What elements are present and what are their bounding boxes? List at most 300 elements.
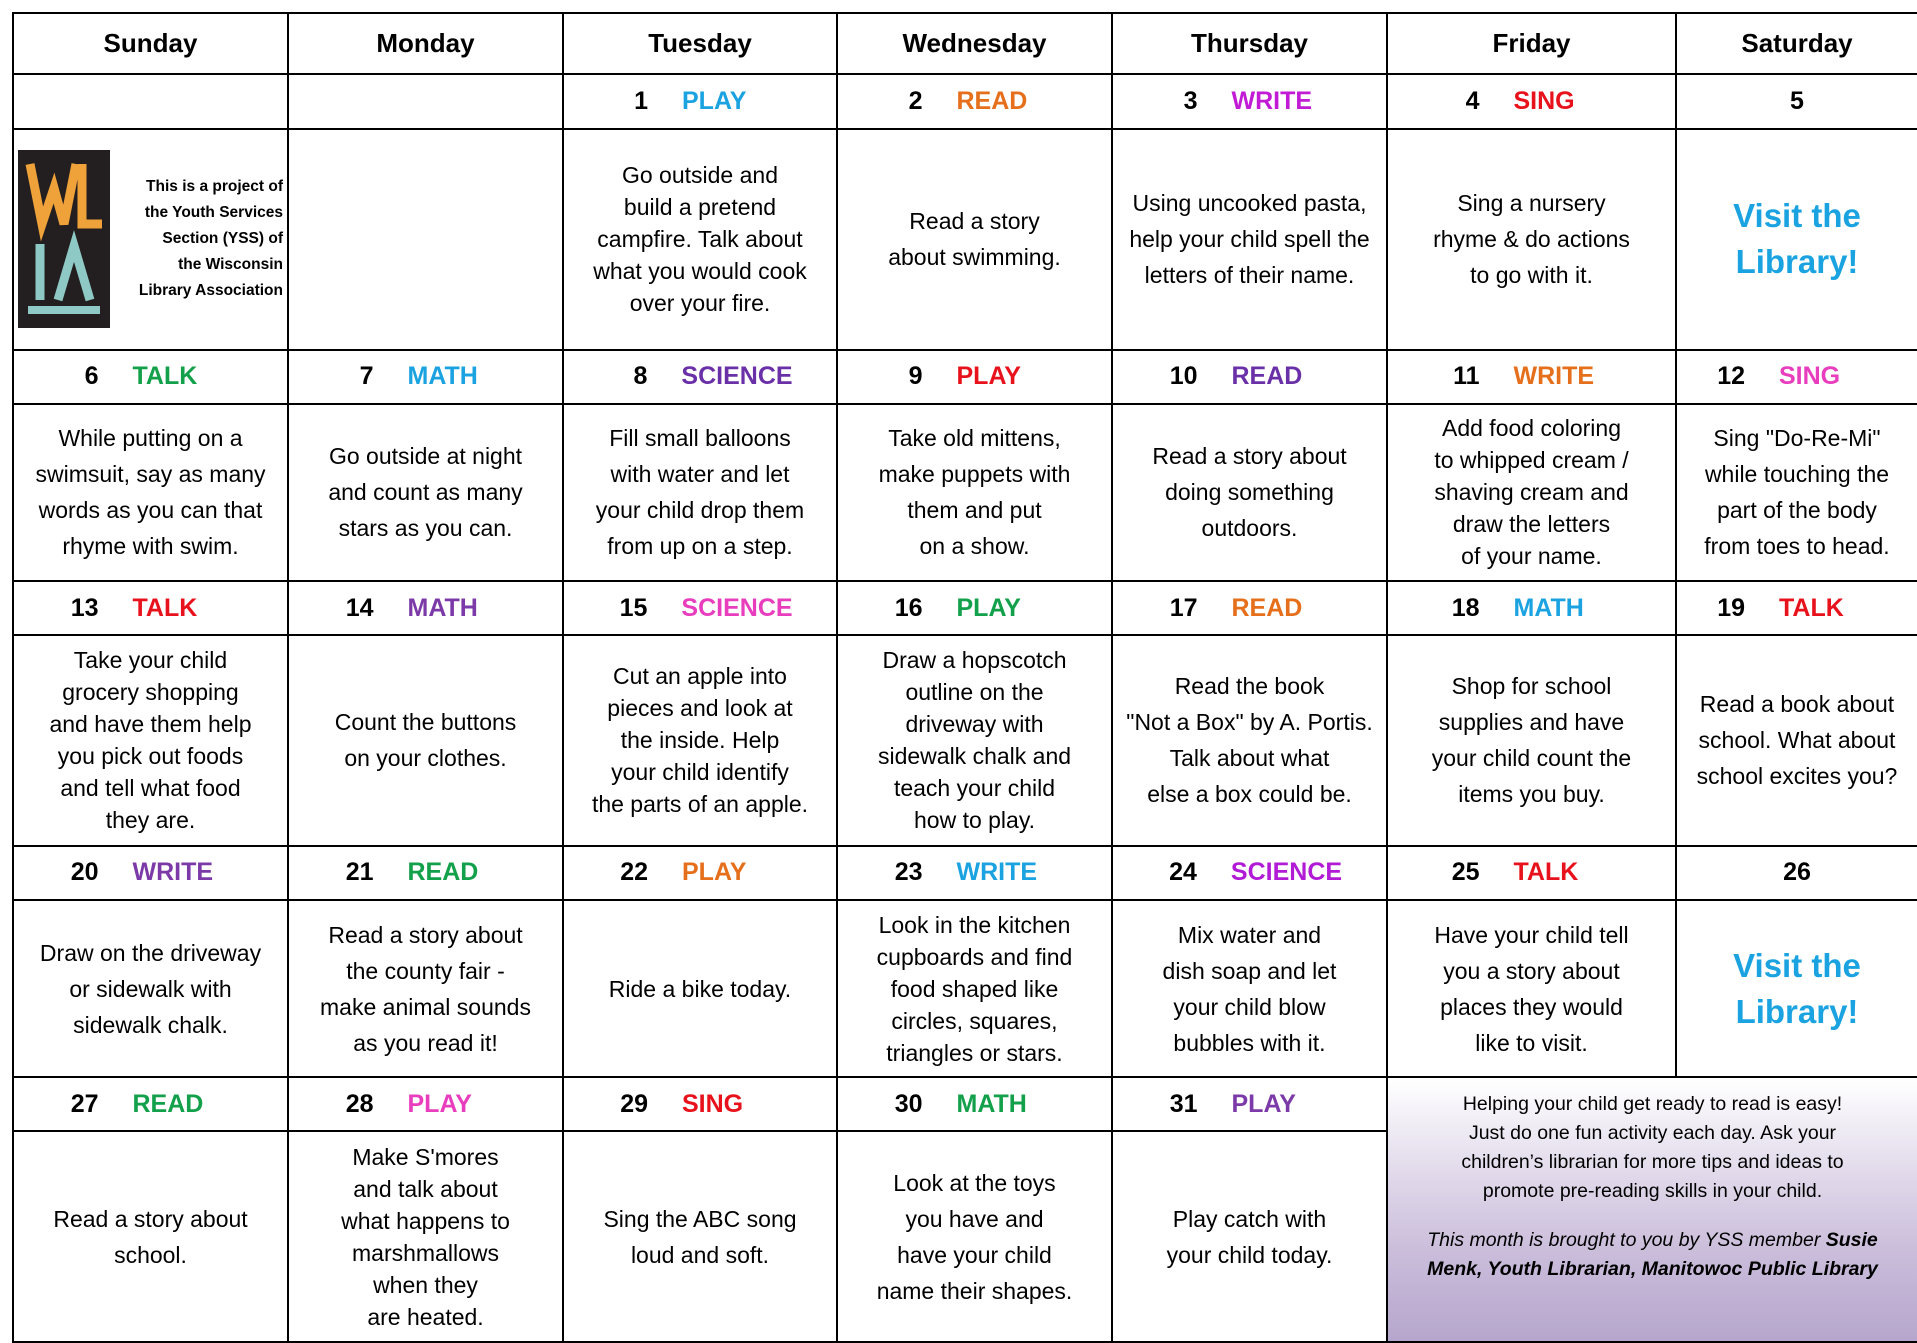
- activity-line: your child blow: [1173, 993, 1326, 1020]
- activity-line: your child today.: [1166, 1241, 1333, 1268]
- date-cell-30: [837, 1077, 1112, 1131]
- activity-line: else a box could be.: [1147, 781, 1352, 808]
- activity-line: from toes to head.: [1704, 533, 1890, 560]
- activity-cell-28: [288, 1131, 563, 1342]
- week-2-date-row: [13, 350, 1917, 404]
- date-cell-28: [288, 1077, 563, 1131]
- visit-line: Visit the: [1733, 197, 1861, 235]
- logo-caption-line: the Wisconsin: [178, 256, 283, 274]
- activity-text: [564, 155, 836, 323]
- visit-library-text: [1677, 193, 1917, 285]
- day-number: 8: [633, 362, 648, 391]
- activity-cell-9: [837, 404, 1112, 581]
- weekday-header-monday: Monday: [288, 13, 563, 74]
- activity-text: [1388, 913, 1675, 1065]
- promo-line: children’s librarian for more tips and ideas to: [1461, 1151, 1844, 1174]
- week-3-date-row: [13, 581, 1917, 635]
- activity-line: your child identify: [611, 759, 789, 786]
- logo-caption: [110, 174, 287, 304]
- activity-line: make animal sounds: [320, 993, 531, 1020]
- activity-cell-19: [1676, 635, 1917, 846]
- day-number: 31: [1169, 1089, 1198, 1118]
- activity-category: WRITE: [132, 858, 214, 887]
- date-cell-29: [563, 1077, 837, 1131]
- activity-line: over your fire.: [629, 290, 771, 317]
- date-cell-5: [1676, 74, 1917, 128]
- date-cell-6: [13, 350, 288, 404]
- activity-text: [289, 1137, 562, 1337]
- activity-line: Read a book about: [1699, 691, 1895, 718]
- activity-line: your child count the: [1431, 745, 1632, 772]
- empty-date-cell: [13, 74, 288, 128]
- activity-category: MATH: [407, 593, 478, 622]
- activity-cell-29: [563, 1131, 837, 1342]
- activity-line: Look in the kitchen: [878, 911, 1071, 938]
- activity-text: [14, 640, 287, 840]
- activity-text: [289, 434, 562, 550]
- logo-caption-line: Section (YSS) of: [162, 230, 283, 248]
- activity-line: Draw a hopscotch: [882, 647, 1067, 674]
- activity-category: TALK: [1513, 858, 1579, 887]
- activity-category: WRITE: [956, 858, 1038, 887]
- credit-prefix: This month is brought to you by YSS member: [1427, 1229, 1826, 1252]
- activity-line: while touching the: [1704, 461, 1890, 488]
- day-number: 30: [894, 1089, 923, 1118]
- activity-line: them and put: [907, 497, 1042, 524]
- activity-line: and count as many: [328, 479, 523, 506]
- activity-line: doing something: [1165, 479, 1334, 506]
- weekday-header-friday: Friday: [1387, 13, 1676, 74]
- activity-line: they are.: [105, 807, 196, 834]
- activity-text: [1113, 1197, 1386, 1277]
- activity-line: outdoors.: [1201, 515, 1298, 542]
- activity-text: [838, 905, 1111, 1073]
- activity-line: Count the buttons: [334, 709, 517, 736]
- activity-line: Have your child tell: [1434, 921, 1629, 948]
- activity-category: MATH: [956, 1089, 1027, 1118]
- day-number: 27: [70, 1089, 99, 1118]
- activity-line: to whipped cream /: [1434, 447, 1629, 474]
- activity-category: SING: [1513, 87, 1575, 116]
- activity-line: letters of their name.: [1144, 262, 1355, 289]
- activity-line: Mix water and: [1177, 921, 1322, 948]
- date-cell-16: [837, 581, 1112, 635]
- activity-cell-26: [1676, 900, 1917, 1077]
- activity-line: Take old mittens,: [888, 425, 1061, 452]
- activity-line: about swimming.: [888, 244, 1061, 271]
- weekday-header-row: [13, 13, 1917, 74]
- credit-title: Menk, Youth Librarian, Manitowoc Public Library: [1427, 1258, 1878, 1281]
- activity-line: food shaped like: [890, 975, 1059, 1002]
- day-number: 29: [620, 1089, 648, 1118]
- activity-category: PLAY: [1231, 1089, 1296, 1118]
- week-1-date-row: [13, 74, 1917, 128]
- weekday-header-tuesday: Tuesday: [563, 13, 837, 74]
- activity-line: swimsuit, say as many: [35, 461, 266, 488]
- activity-line: the parts of an apple.: [591, 791, 809, 818]
- activity-line: your child drop them: [595, 497, 805, 524]
- day-number: 3: [1183, 87, 1198, 116]
- activity-line: stars as you can.: [338, 515, 513, 542]
- day-number: 7: [359, 362, 374, 391]
- day-number: 25: [1451, 858, 1480, 887]
- activity-line: supplies and have: [1438, 709, 1625, 736]
- activity-line: what you would cook: [593, 258, 807, 285]
- day-number: 9: [908, 362, 923, 391]
- date-cell-15: [563, 581, 837, 635]
- day-number: 18: [1451, 593, 1480, 622]
- activity-line: have your child: [897, 1241, 1052, 1268]
- week-1-activity-row: [13, 129, 1917, 350]
- activity-line: you have and: [905, 1205, 1044, 1232]
- date-cell-24: [1112, 846, 1387, 900]
- activity-cell-23: [837, 900, 1112, 1077]
- activity-cell-4: [1387, 129, 1676, 350]
- activity-line: Add food coloring: [1441, 415, 1621, 442]
- date-cell-2: [837, 74, 1112, 128]
- visit-line: Library!: [1735, 992, 1859, 1030]
- date-cell-21: [288, 846, 563, 900]
- activity-cell-13: [13, 635, 288, 846]
- wla-logo: [18, 150, 110, 328]
- activity-line: triangles or stars.: [886, 1039, 1063, 1066]
- day-number: 5: [1790, 87, 1804, 116]
- activity-line: of your name.: [1461, 543, 1602, 570]
- day-number: 2: [908, 87, 923, 116]
- activity-line: items you buy.: [1458, 781, 1605, 808]
- activity-line: Sing "Do-Re-Mi": [1713, 425, 1881, 452]
- activity-line: how to play.: [913, 807, 1036, 834]
- day-number: 13: [70, 593, 99, 622]
- weekday-header-thursday: Thursday: [1112, 13, 1387, 74]
- activity-cell-14: [288, 635, 563, 846]
- day-number: 1: [634, 87, 648, 116]
- activity-category: SING: [682, 1089, 744, 1118]
- week-2-activity-row: [13, 404, 1917, 581]
- activity-cell-8: [563, 404, 837, 581]
- activity-line: are heated.: [367, 1303, 484, 1330]
- activity-text: [838, 416, 1111, 568]
- activity-text: [838, 640, 1111, 840]
- activity-text: [564, 1197, 836, 1277]
- logo-caption-line: the Youth Services: [144, 204, 283, 222]
- activity-cell-16: [837, 635, 1112, 846]
- activity-cell-18: [1387, 635, 1676, 846]
- logo-caption-line: This is a project of: [146, 178, 283, 196]
- activity-category: READ: [956, 87, 1028, 116]
- activity-category: READ: [132, 1089, 204, 1118]
- activity-category: SCIENCE: [1230, 858, 1343, 887]
- day-number: 20: [70, 858, 99, 887]
- activity-line: and have them help: [49, 711, 252, 738]
- day-number: 19: [1717, 593, 1745, 622]
- promo-line: promote pre-reading skills in your child.: [1482, 1180, 1823, 1203]
- activity-text: [1388, 664, 1675, 816]
- activity-line: Sing the ABC song: [603, 1205, 797, 1232]
- activity-text: [14, 1197, 287, 1277]
- activity-line: Draw on the driveway: [39, 939, 262, 966]
- activity-category: SING: [1779, 362, 1841, 391]
- activity-text: [1113, 434, 1386, 550]
- activity-cell-27: [13, 1131, 288, 1342]
- activity-text: [1677, 416, 1917, 568]
- activity-cell-12: [1676, 404, 1917, 581]
- activity-category: SCIENCE: [681, 362, 793, 391]
- activity-category: PLAY: [407, 1089, 472, 1118]
- day-number: 24: [1169, 858, 1197, 887]
- promo-line: Helping your child get ready to read is easy!: [1462, 1093, 1843, 1116]
- activity-line: name their shapes.: [876, 1277, 1073, 1304]
- activity-line: on your clothes.: [344, 745, 507, 772]
- activity-line: bubbles with it.: [1173, 1029, 1326, 1056]
- week-4-activity-row: [13, 900, 1917, 1077]
- activity-line: Make S'mores: [352, 1143, 499, 1170]
- activity-line: with water and let: [610, 461, 790, 488]
- activity-text: [1113, 913, 1386, 1065]
- activity-category: WRITE: [1513, 362, 1595, 391]
- date-cell-12: [1676, 350, 1917, 404]
- activity-cell-17: [1112, 635, 1387, 846]
- day-number: 6: [84, 362, 99, 391]
- week-4-date-row: [13, 846, 1917, 900]
- weekday-header-wednesday: Wednesday: [837, 13, 1112, 74]
- date-cell-18: [1387, 581, 1676, 635]
- activity-line: Talk about what: [1169, 745, 1330, 772]
- activity-line: Read a story about: [53, 1205, 248, 1232]
- activity-line: school excites you?: [1696, 763, 1898, 790]
- activity-text: [1113, 181, 1386, 297]
- activity-line: Ride a bike today.: [608, 975, 792, 1002]
- activity-category: PLAY: [956, 362, 1021, 391]
- activity-line: campfire. Talk about: [597, 226, 803, 253]
- wla-logo-cell: [13, 129, 288, 350]
- activity-line: you pick out foods: [57, 743, 244, 770]
- activity-text: [838, 199, 1111, 279]
- activity-line: pieces and look at: [607, 695, 793, 722]
- day-number: 22: [620, 858, 648, 887]
- activity-cell-30: [837, 1131, 1112, 1342]
- activity-line: shaving cream and: [1434, 479, 1629, 506]
- activity-cell-15: [563, 635, 837, 846]
- activity-line: like to visit.: [1475, 1029, 1588, 1056]
- day-number: 11: [1453, 362, 1480, 391]
- activity-line: Read a story: [909, 208, 1040, 235]
- promo-text: [1388, 1078, 1917, 1206]
- activity-cell-5: [1676, 129, 1917, 350]
- date-cell-7: [288, 350, 563, 404]
- activity-category: READ: [1231, 362, 1303, 391]
- activity-line: places they would: [1440, 993, 1623, 1020]
- activity-text: [14, 416, 287, 568]
- wla-logo-icon: [18, 150, 110, 328]
- activity-text: [1388, 408, 1675, 576]
- credit-name: Susie: [1825, 1229, 1878, 1252]
- date-cell-8: [563, 350, 837, 404]
- date-cell-20: [13, 846, 288, 900]
- activity-cell-2: [837, 129, 1112, 350]
- date-cell-1: [563, 74, 837, 128]
- date-cell-14: [288, 581, 563, 635]
- day-number: 4: [1465, 87, 1480, 116]
- date-cell-25: [1387, 846, 1676, 900]
- day-number: 23: [894, 858, 923, 887]
- activity-line: Read a story about: [328, 921, 523, 948]
- activity-line: or sidewalk with: [69, 975, 232, 1002]
- weekday-header-saturday: Saturday: [1676, 13, 1917, 74]
- activity-line: "Not a Box" by A. Portis.: [1126, 709, 1373, 736]
- activity-line: Go outside and: [621, 162, 778, 189]
- activity-line: to go with it.: [1470, 262, 1593, 289]
- empty-activity-cell: [288, 129, 563, 350]
- activity-line: the inside. Help: [620, 727, 780, 754]
- visit-library-text: [1677, 943, 1917, 1035]
- date-cell-10: [1112, 350, 1387, 404]
- promo-box: [1387, 1077, 1917, 1342]
- day-number: 15: [619, 593, 648, 622]
- activity-line: draw the letters: [1452, 511, 1611, 538]
- activity-line: rhyme & do actions: [1433, 226, 1630, 253]
- activity-text: [564, 656, 836, 824]
- activity-line: rhyme with swim.: [62, 533, 239, 560]
- activity-category: PLAY: [682, 87, 747, 116]
- promo-line: Just do one fun activity each day. Ask your: [1468, 1122, 1837, 1145]
- activity-cell-24: [1112, 900, 1387, 1077]
- activity-line: outline on the: [905, 679, 1044, 706]
- date-cell-11: [1387, 350, 1676, 404]
- activity-line: Sing a nursery: [1457, 190, 1606, 217]
- activity-text: [564, 416, 836, 568]
- activity-line: build a pretend: [623, 194, 777, 221]
- activity-category: MATH: [407, 362, 478, 391]
- activity-line: on a show.: [919, 533, 1030, 560]
- empty-date-cell: [288, 74, 563, 128]
- activity-line: help your child spell the: [1129, 226, 1370, 253]
- activity-cell-20: [13, 900, 288, 1077]
- date-cell-3: [1112, 74, 1387, 128]
- visit-line: Library!: [1735, 243, 1859, 281]
- date-cell-22: [563, 846, 837, 900]
- activity-category: WRITE: [1231, 87, 1313, 116]
- activity-line: cupboards and find: [876, 943, 1073, 970]
- activity-line: when they: [373, 1271, 478, 1298]
- activity-category: PLAY: [956, 593, 1021, 622]
- activity-cell-22: [563, 900, 837, 1077]
- visit-line: Visit the: [1733, 946, 1861, 984]
- activity-line: words as you can that: [38, 497, 263, 524]
- activity-category: MATH: [1513, 593, 1584, 622]
- activity-category: TALK: [1779, 593, 1844, 622]
- activity-line: Look at the toys: [893, 1169, 1056, 1196]
- activity-line: Cut an apple into: [613, 663, 787, 690]
- activity-line: the county fair -: [346, 957, 505, 984]
- activity-category: SCIENCE: [681, 593, 793, 622]
- day-number: 16: [894, 593, 923, 622]
- calendar-grid: [12, 12, 1917, 1343]
- activity-line: make puppets with: [878, 461, 1071, 488]
- activity-line: marshmallows: [352, 1239, 499, 1266]
- activity-line: school.: [114, 1241, 187, 1268]
- day-number: 14: [345, 593, 374, 622]
- activity-line: sidewalk chalk and: [877, 743, 1072, 770]
- activity-line: dish soap and let: [1162, 957, 1337, 984]
- date-cell-9: [837, 350, 1112, 404]
- activity-text: [1677, 682, 1917, 798]
- activity-line: grocery shopping: [62, 679, 239, 706]
- activity-line: as you read it!: [353, 1029, 498, 1056]
- activity-line: Read the book: [1174, 673, 1325, 700]
- date-cell-23: [837, 846, 1112, 900]
- promo-credit: [1388, 1206, 1917, 1284]
- date-cell-19: [1676, 581, 1917, 635]
- activity-line: teach your child: [893, 775, 1056, 802]
- date-cell-26: [1676, 846, 1917, 900]
- activity-text: [289, 913, 562, 1065]
- activity-cell-7: [288, 404, 563, 581]
- day-number: 26: [1783, 858, 1811, 887]
- day-number: 21: [345, 858, 374, 887]
- logo-caption-line: Library Association: [138, 282, 283, 300]
- activity-line: circles, squares,: [891, 1007, 1058, 1034]
- day-number: 17: [1169, 593, 1198, 622]
- activity-text: [14, 931, 287, 1047]
- activity-line: school. What about: [1698, 727, 1896, 754]
- week-3-activity-row: [13, 635, 1917, 846]
- activity-text: [1388, 181, 1675, 297]
- date-cell-31: [1112, 1077, 1387, 1131]
- activity-text: [564, 967, 836, 1011]
- activity-line: Take your child: [73, 647, 228, 674]
- activity-line: sidewalk chalk.: [73, 1011, 228, 1038]
- activity-cell-6: [13, 404, 288, 581]
- activity-line: Read a story about: [1152, 443, 1347, 470]
- activity-category: READ: [1231, 593, 1303, 622]
- date-cell-4: [1387, 74, 1676, 128]
- weekday-header-sunday: Sunday: [13, 13, 288, 74]
- week-5-date-row: [13, 1077, 1917, 1131]
- activity-cell-11: [1387, 404, 1676, 581]
- activity-line: Shop for school: [1451, 673, 1612, 700]
- activity-line: from up on a step.: [607, 533, 793, 560]
- day-number: 10: [1169, 362, 1198, 391]
- activity-line: Play catch with: [1172, 1205, 1327, 1232]
- activity-category: TALK: [132, 593, 198, 622]
- activity-text: [1113, 664, 1386, 816]
- logo-block: [14, 130, 287, 349]
- date-cell-13: [13, 581, 288, 635]
- activity-text: [838, 1161, 1111, 1313]
- activity-line: and tell what food: [60, 775, 241, 802]
- activity-line: Fill small balloons: [609, 425, 791, 452]
- activity-line: what happens to: [341, 1207, 510, 1234]
- day-number: 12: [1717, 362, 1745, 391]
- activity-cell-25: [1387, 900, 1676, 1077]
- activity-line: driveway with: [905, 711, 1044, 738]
- activity-category: READ: [407, 858, 479, 887]
- date-cell-27: [13, 1077, 288, 1131]
- activity-cell-1: [563, 129, 837, 350]
- activity-category: PLAY: [682, 858, 747, 887]
- activity-line: Go outside at night: [328, 443, 523, 470]
- activity-line: loud and soft.: [630, 1241, 770, 1268]
- activity-line: While putting on a: [58, 425, 243, 452]
- activity-line: and talk about: [353, 1175, 498, 1202]
- date-cell-17: [1112, 581, 1387, 635]
- activity-line: Using uncooked pasta,: [1132, 190, 1367, 217]
- activity-cell-10: [1112, 404, 1387, 581]
- activity-cell-3: [1112, 129, 1387, 350]
- activity-cell-21: [288, 900, 563, 1077]
- activity-text: [289, 700, 562, 780]
